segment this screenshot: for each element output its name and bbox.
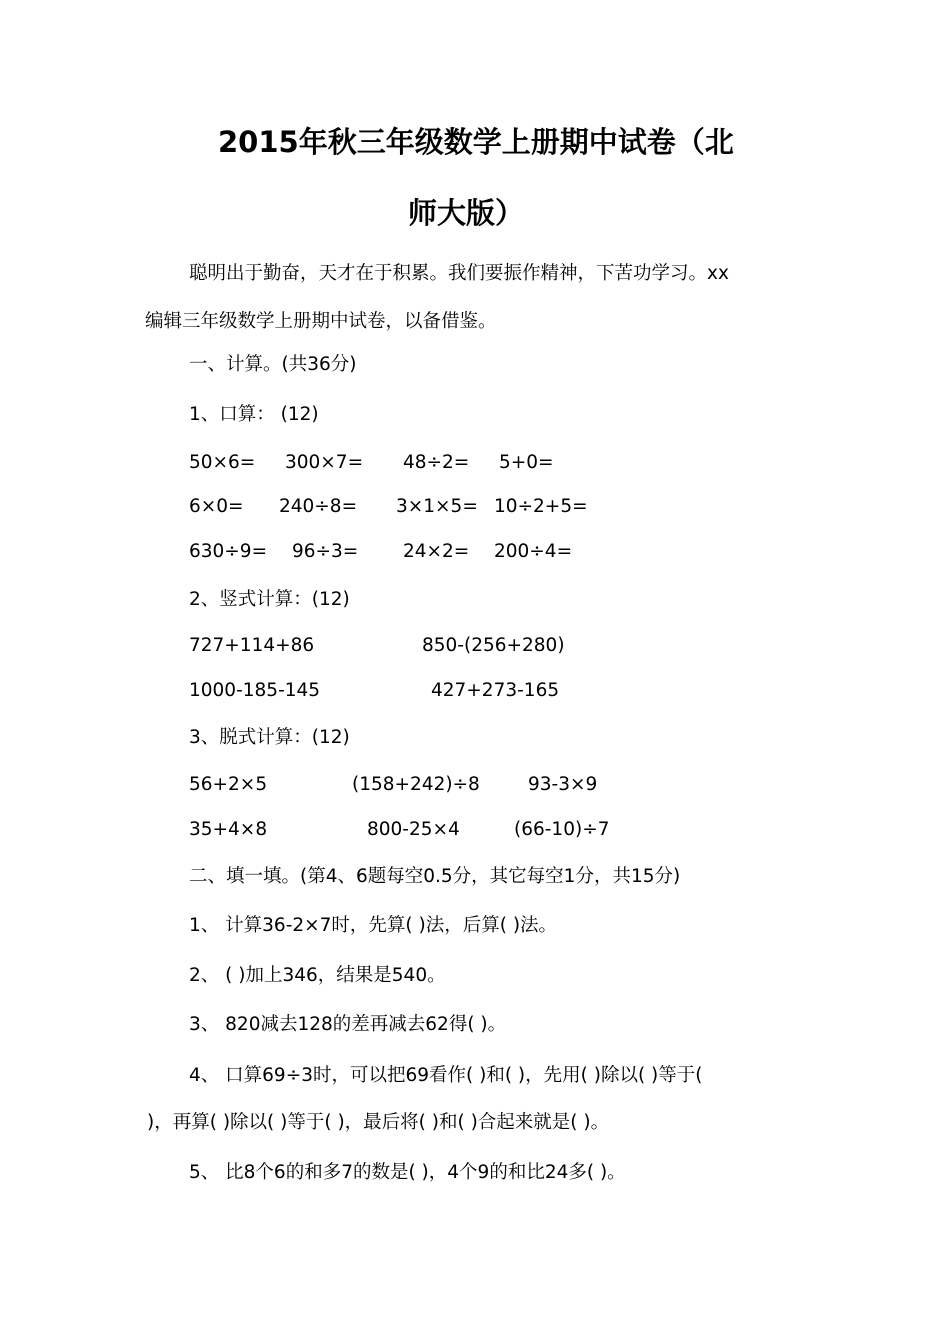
vertical-calc-item: 427+273-165 bbox=[431, 680, 560, 701]
section-2-heading: 二、填一填。(第4、6题每空0.5分，其它每空1分，共15分) bbox=[189, 866, 681, 887]
oral-calc-item: 300×7= bbox=[285, 452, 364, 473]
oral-calc-row bbox=[189, 451, 889, 475]
fill-item: 1、 计算36-2×7时，先算( )法，后算( )法。 bbox=[189, 915, 558, 936]
vertical-calc-item: 850-(256+280) bbox=[422, 635, 565, 656]
vertical-calc-item: 1000-185-145 bbox=[189, 680, 321, 701]
oral-calc-item: 630÷9= bbox=[189, 541, 268, 562]
fill-item: 5、 比8个6的和多7的数是( )，4个9的和比24多( )。 bbox=[189, 1162, 626, 1183]
step-calc-row bbox=[189, 818, 889, 842]
question-2-label: 2、竖式计算：(12) bbox=[189, 589, 350, 610]
intro-line-1: 聪明出于勤奋，天才在于积累。我们要振作精神，下苦功学习。xx bbox=[189, 263, 729, 284]
vertical-calc-row bbox=[189, 634, 889, 658]
section-1-heading: 一、计算。(共36分) bbox=[189, 354, 357, 375]
step-calc-item: 93-3×9 bbox=[528, 774, 598, 795]
step-calc-item: 800-25×4 bbox=[367, 819, 460, 840]
fill-item: 4、 口算69÷3时，可以把69看作( )和( )，先用( )除以( )等于( bbox=[189, 1065, 703, 1086]
vertical-calc-row bbox=[189, 679, 889, 703]
oral-calc-item: 24×2= bbox=[403, 541, 470, 562]
fill-item-continuation: )，再算( )除以( )等于( )，最后将( )和( )合起来就是( )。 bbox=[147, 1112, 610, 1133]
document-title-line-1: 2015年秋三年级数学上册期中试卷（北 bbox=[218, 125, 734, 159]
oral-calc-row bbox=[189, 495, 889, 519]
oral-calc-item: 3×1×5= bbox=[396, 496, 478, 517]
oral-calc-row bbox=[189, 540, 889, 564]
step-calc-item: (66-10)÷7 bbox=[514, 819, 610, 840]
step-calc-item: (158+242)÷8 bbox=[352, 774, 480, 795]
question-1-label: 1、口算： (12) bbox=[189, 404, 319, 425]
oral-calc-item: 6×0= bbox=[189, 496, 244, 517]
fill-item: 3、 820减去128的差再减去62得( )。 bbox=[189, 1014, 507, 1035]
vertical-calc-item: 727+114+86 bbox=[189, 635, 315, 656]
document-title-line-2: 师大版） bbox=[408, 196, 525, 230]
oral-calc-item: 10÷2+5= bbox=[494, 496, 588, 517]
step-calc-row bbox=[189, 773, 889, 797]
oral-calc-item: 240÷8= bbox=[279, 496, 358, 517]
step-calc-item: 56+2×5 bbox=[189, 774, 268, 795]
oral-calc-item: 48÷2= bbox=[403, 452, 470, 473]
fill-item: 2、 ( )加上346，结果是540。 bbox=[189, 965, 446, 986]
question-3-label: 3、脱式计算：(12) bbox=[189, 727, 350, 748]
oral-calc-item: 50×6= bbox=[189, 452, 256, 473]
oral-calc-item: 5+0= bbox=[499, 452, 554, 473]
intro-line-2: 编辑三年级数学上册期中试卷，以备借鉴。 bbox=[145, 311, 497, 332]
step-calc-item: 35+4×8 bbox=[189, 819, 268, 840]
oral-calc-item: 96÷3= bbox=[292, 541, 359, 562]
oral-calc-item: 200÷4= bbox=[494, 541, 573, 562]
